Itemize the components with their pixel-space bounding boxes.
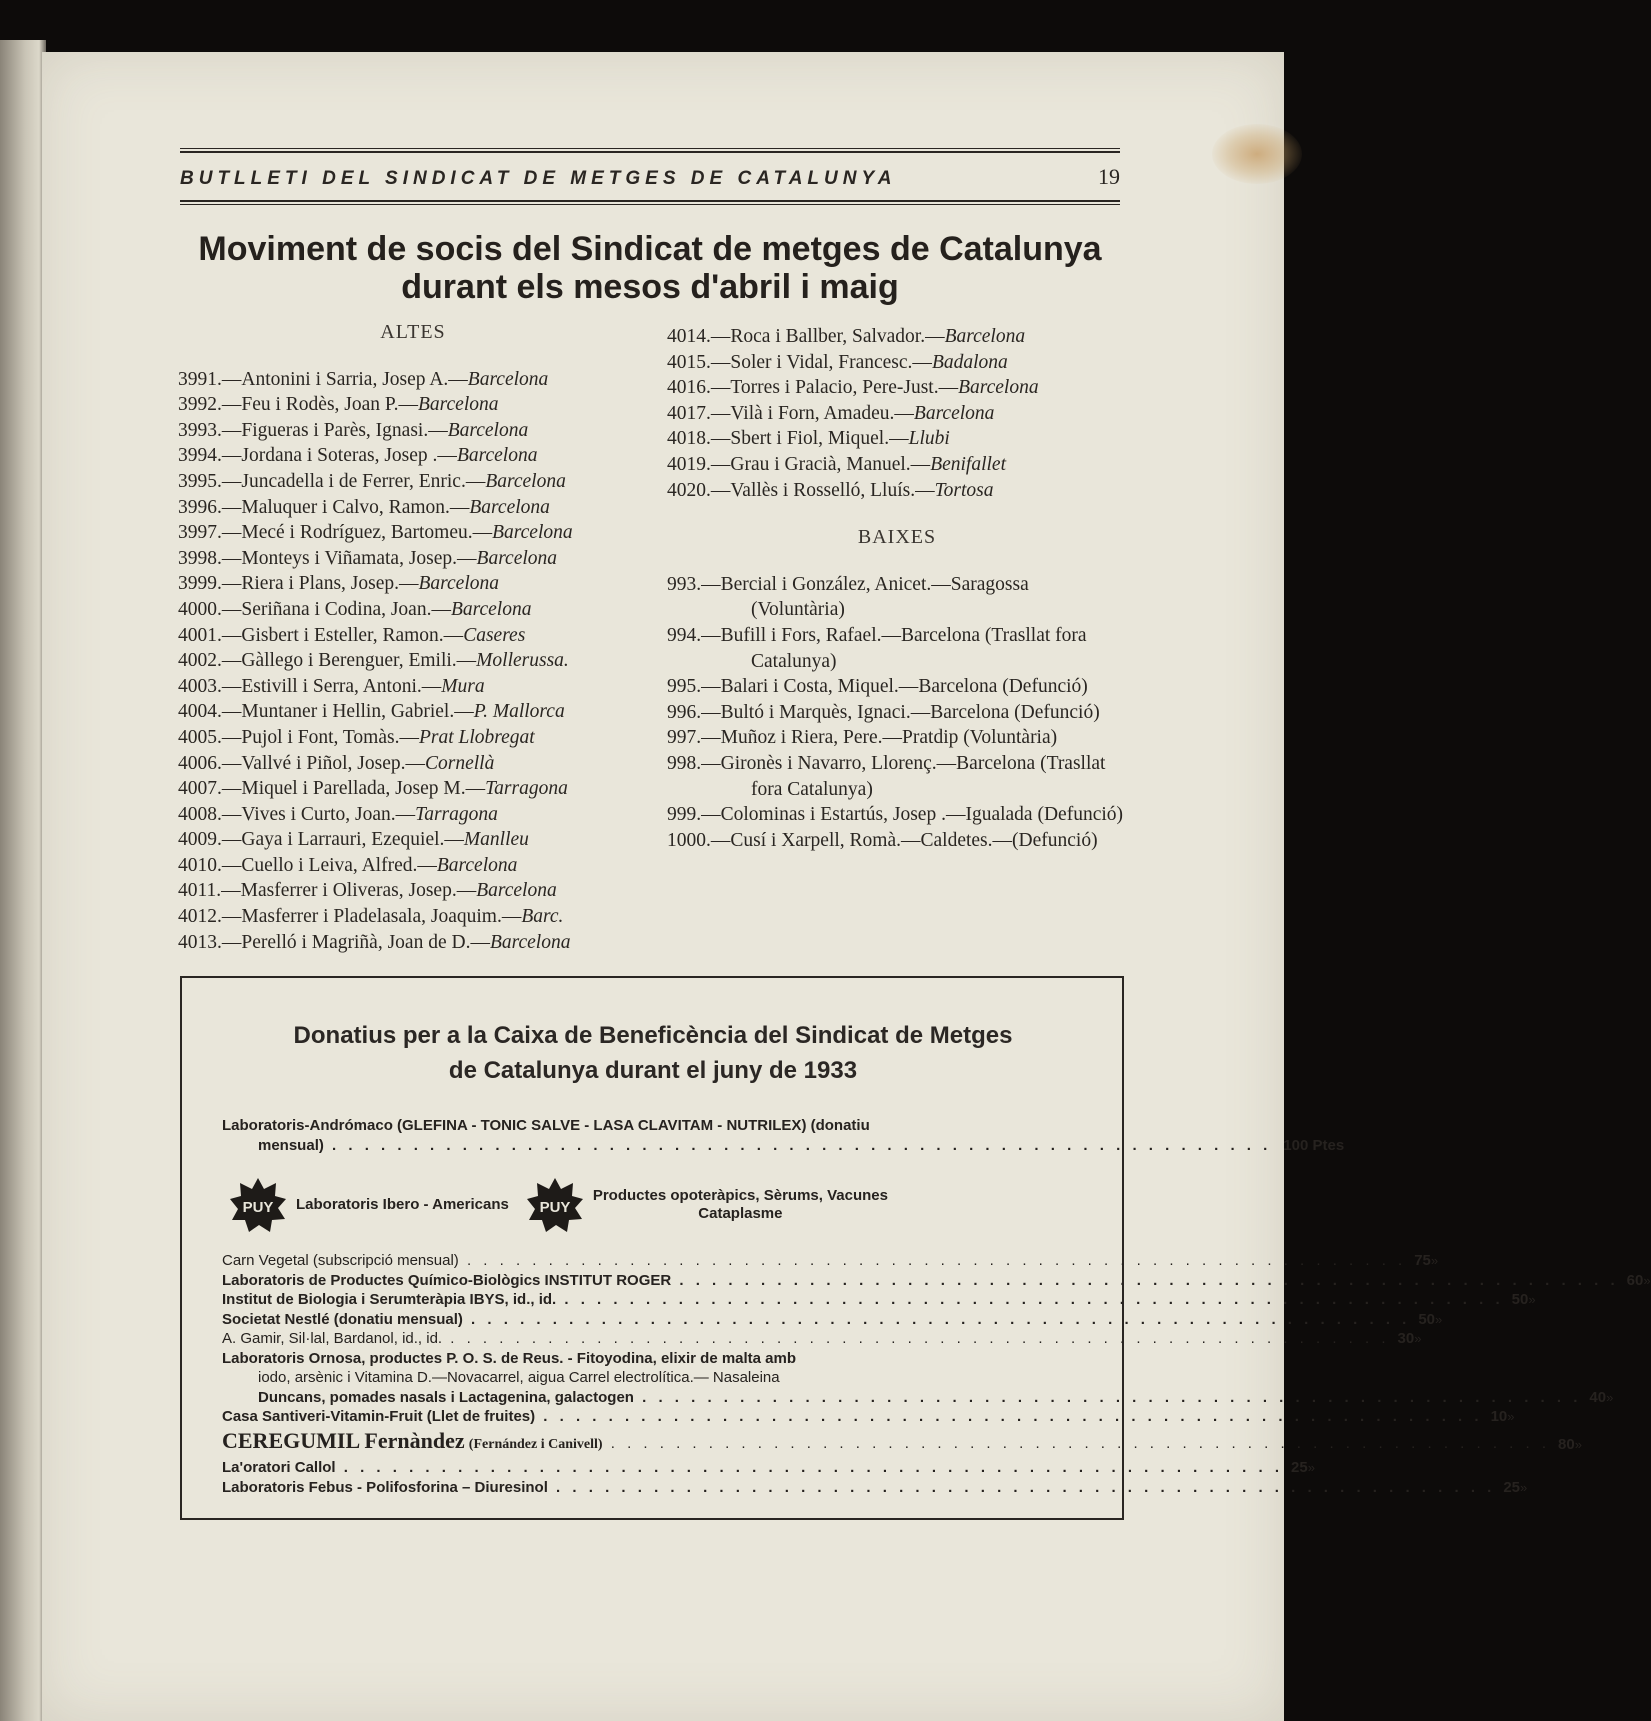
- donation-row: Institut de Biologia i Serumteràpia IBYS, id., id. . . . 50 »: [222, 1290, 1086, 1310]
- baixes-list: [667, 572, 1127, 854]
- donation-row-ceregumil: CEREGUMIL Fernàndez (Fernández i Canivell) . . . 80 »: [222, 1431, 1086, 1455]
- list-item: 4006.—Vallvé i Piñol, Josep.—Cornellà: [178, 752, 495, 774]
- donation-amount: 50: [1418, 1310, 1436, 1328]
- donation-row-ornosa: Laboratoris Ornosa, productes P. O. S. de Reus. - Fitoyodina, elixir de malta amb iodo, arsènic i Vitamina D.—Novacarrel, aigua Carrel electrolítica.— Nasaleina Duncans, pomades nasals i Lactagenina, galactogen . . . 40 »: [222, 1349, 1086, 1408]
- baixes-heading: BAIXES: [857, 526, 937, 549]
- donation-amount: 60: [1626, 1271, 1644, 1289]
- donation-row: Carn Vegetal (subscripció mensual) . . . 75 »: [222, 1251, 1086, 1271]
- list-item: 4013.—Perelló i Magriñà, Joan de D.—Barcelona: [178, 931, 571, 953]
- list-item: 4020.—Vallès i Rosselló, Lluís.—Tortosa: [667, 479, 994, 501]
- list-item: 3993.—Figueras i Parès, Ignasi.—Barcelona: [178, 419, 529, 441]
- svg-text:PUY: PUY: [539, 1199, 571, 1216]
- list-item: 3991.—Antonini i Sarria, Josep A.—Barcelona: [178, 368, 549, 390]
- list-item: 4016.—Torres i Palacio, Pere-Just.—Barcelona: [667, 377, 1039, 399]
- products-label: Productes opoteràpics, Sèrums, Vacunes Cataplasme: [592, 1187, 888, 1222]
- list-item: 4002.—Gàllego i Berenguer, Emili.—Mollerussa.: [178, 650, 569, 672]
- list-item: 3995.—Juncadella i de Ferrer, Enric.—Barcelona: [178, 470, 566, 492]
- list-item: 4012.—Masferrer i Pladelasala, Joaquim.—Barc.: [178, 906, 564, 928]
- article-title: Moviment de socis del Sindicat de metges de Catalunya durant els mesos d'abril i maig: [198, 230, 1102, 306]
- list-item: 3999.—Riera i Plans, Josep.—Barcelona: [178, 573, 499, 595]
- list-item: 4000.—Seriñana i Codina, Joan.—Barcelona: [178, 598, 532, 620]
- list-item: 4019.—Grau i Gracià, Manuel.—Benifallet: [667, 453, 1006, 475]
- list-item: 4014.—Roca i Ballber, Salvador.—Barcelona: [667, 326, 1026, 347]
- donation-row: Laboratoris Febus - Polifosforina – Diuresinol . . . 25 »: [222, 1478, 1086, 1498]
- list-item: 4015.—Soler i Vidal, Francesc.—Badalona: [667, 351, 1008, 373]
- list-item: 4007.—Miquel i Parellada, Josep M.—Tarragona: [178, 778, 568, 800]
- column-right: [667, 324, 1127, 853]
- altes-list: [178, 367, 648, 956]
- list-item: 4001.—Gisbert i Esteller, Ramon.—Caseres: [178, 624, 526, 646]
- list-item: 993.—Bercial i González, Anicet.—Saragossa (Voluntària): [667, 573, 1029, 621]
- list-item: 4017.—Vilà i Forn, Amadeu.—Barcelona: [667, 402, 995, 424]
- list-item: 995.—Balari i Costa, Miquel.—Barcelona (Defunció): [667, 676, 1088, 698]
- donation-row: La'oratori Callol . . . 25 »: [222, 1458, 1086, 1478]
- donation-row: Casa Santiveri-Vitamin-Fruit (Llet de fruites) . . . 10 »: [222, 1407, 1086, 1427]
- paper-stain: [1212, 124, 1302, 184]
- donation-amount: 50: [1511, 1291, 1529, 1308]
- page-number: 19: [1098, 164, 1120, 189]
- left-page-edge: [0, 40, 46, 1721]
- donation-row-andromaco: Laboratoris-Andrómaco (GLEFINA - TONIC SALVE - LASA CLAVITAM - NUTRILEX) (donatiu mensual) . . . 100 Ptes: [222, 1116, 1086, 1155]
- altes-column-left: [178, 320, 648, 955]
- donation-amount: 25: [1503, 1478, 1521, 1496]
- labs-ibero-label: Laboratoris Ibero - Americans: [296, 1196, 509, 1214]
- donation-amount: 75: [1414, 1252, 1431, 1269]
- donations-list: [222, 1116, 1651, 1497]
- list-item: 4008.—Vives i Curto, Joan.—Tarragona: [178, 803, 498, 825]
- list-item: 4018.—Sbert i Fiol, Miquel.—Llubi: [667, 428, 950, 450]
- list-item: 3998.—Monteys i Viñamata, Josep.—Barcelona: [178, 547, 558, 569]
- svg-text:PUY: PUY: [242, 1199, 274, 1216]
- donation-amount: 100 Ptes: [1283, 1136, 1345, 1154]
- list-item: 4005.—Pujol i Font, Tomàs.—Prat Llobregat: [178, 726, 535, 748]
- donation-row: Laboratoris de Productes Químico-Biològics INSTITUT ROGER . . . 60 »: [222, 1271, 1086, 1291]
- donations-title: Donatius per a la Caixa de Beneficència del Sindicat de Metges de Catalunya durant el juny de 1933: [293, 1022, 1013, 1084]
- list-item: 4011.—Masferrer i Oliveras, Josep.—Barcelona: [178, 880, 557, 902]
- altes-list-continued: [667, 324, 1127, 503]
- list-item: 4010.—Cuello i Leiva, Alfred.—Barcelona: [178, 854, 518, 876]
- list-item: 994.—Bufill i Fors, Rafael.—Barcelona (Trasllat fora Catalunya): [667, 624, 1087, 672]
- donation-row: A. Gamir, Sil·lal, Bardanol, id., id. . . . 30 »: [222, 1329, 1086, 1349]
- list-item: 998.—Gironès i Navarro, Llorenç.—Barcelona (Trasllat fora Catalunya): [667, 752, 1106, 800]
- puy-logo-icon: [527, 1177, 583, 1233]
- puy-logo-icon: [230, 1177, 286, 1233]
- list-item: 3997.—Mecé i Rodríguez, Bartomeu.—Barcelona: [178, 522, 573, 544]
- list-item: 3994.—Jordana i Soteras, Josep .—Barcelona: [178, 445, 538, 467]
- altes-heading: ALTES: [380, 321, 446, 343]
- donation-amount: 40: [1589, 1388, 1607, 1406]
- list-item: 996.—Bultó i Marquès, Ignaci.—Barcelona (Defunció): [667, 701, 1100, 723]
- donation-amount: 25: [1291, 1459, 1308, 1476]
- running-title: BUTLLETI DEL SINDICAT DE METGES DE CATALUNYA: [180, 168, 897, 189]
- donations-box: [180, 976, 1651, 1520]
- list-item: 3996.—Maluquer i Calvo, Ramon.—Barcelona: [178, 496, 550, 518]
- puy-logos-row: [230, 1177, 1086, 1233]
- list-item: 4003.—Estivill i Serra, Antoni.—Mura: [178, 675, 485, 697]
- list-item: 3992.—Feu i Rodès, Joan P.—Barcelona: [178, 394, 499, 416]
- donation-amount: 80: [1558, 1435, 1575, 1453]
- donation-amount: 30: [1397, 1330, 1415, 1347]
- running-header: [180, 146, 1120, 207]
- list-item: 4004.—Muntaner i Hellin, Gabriel.—P. Mallorca: [178, 701, 565, 723]
- list-item: 1000.—Cusí i Xarpell, Romà.—Caldetes.—(Defunció): [667, 829, 1098, 851]
- list-item: 997.—Muñoz i Riera, Pere.—Pratdip (Voluntària): [667, 727, 1058, 749]
- list-item: 999.—Colominas i Estartús, Josep .—Igualada (Defunció): [667, 804, 1124, 826]
- donation-amount: 10: [1490, 1408, 1508, 1425]
- donation-row: Societat Nestlé (donatiu mensual) . . . 50 »: [222, 1310, 1086, 1330]
- list-item: 4009.—Gaya i Larrauri, Ezequiel.—Manlleu: [178, 829, 529, 851]
